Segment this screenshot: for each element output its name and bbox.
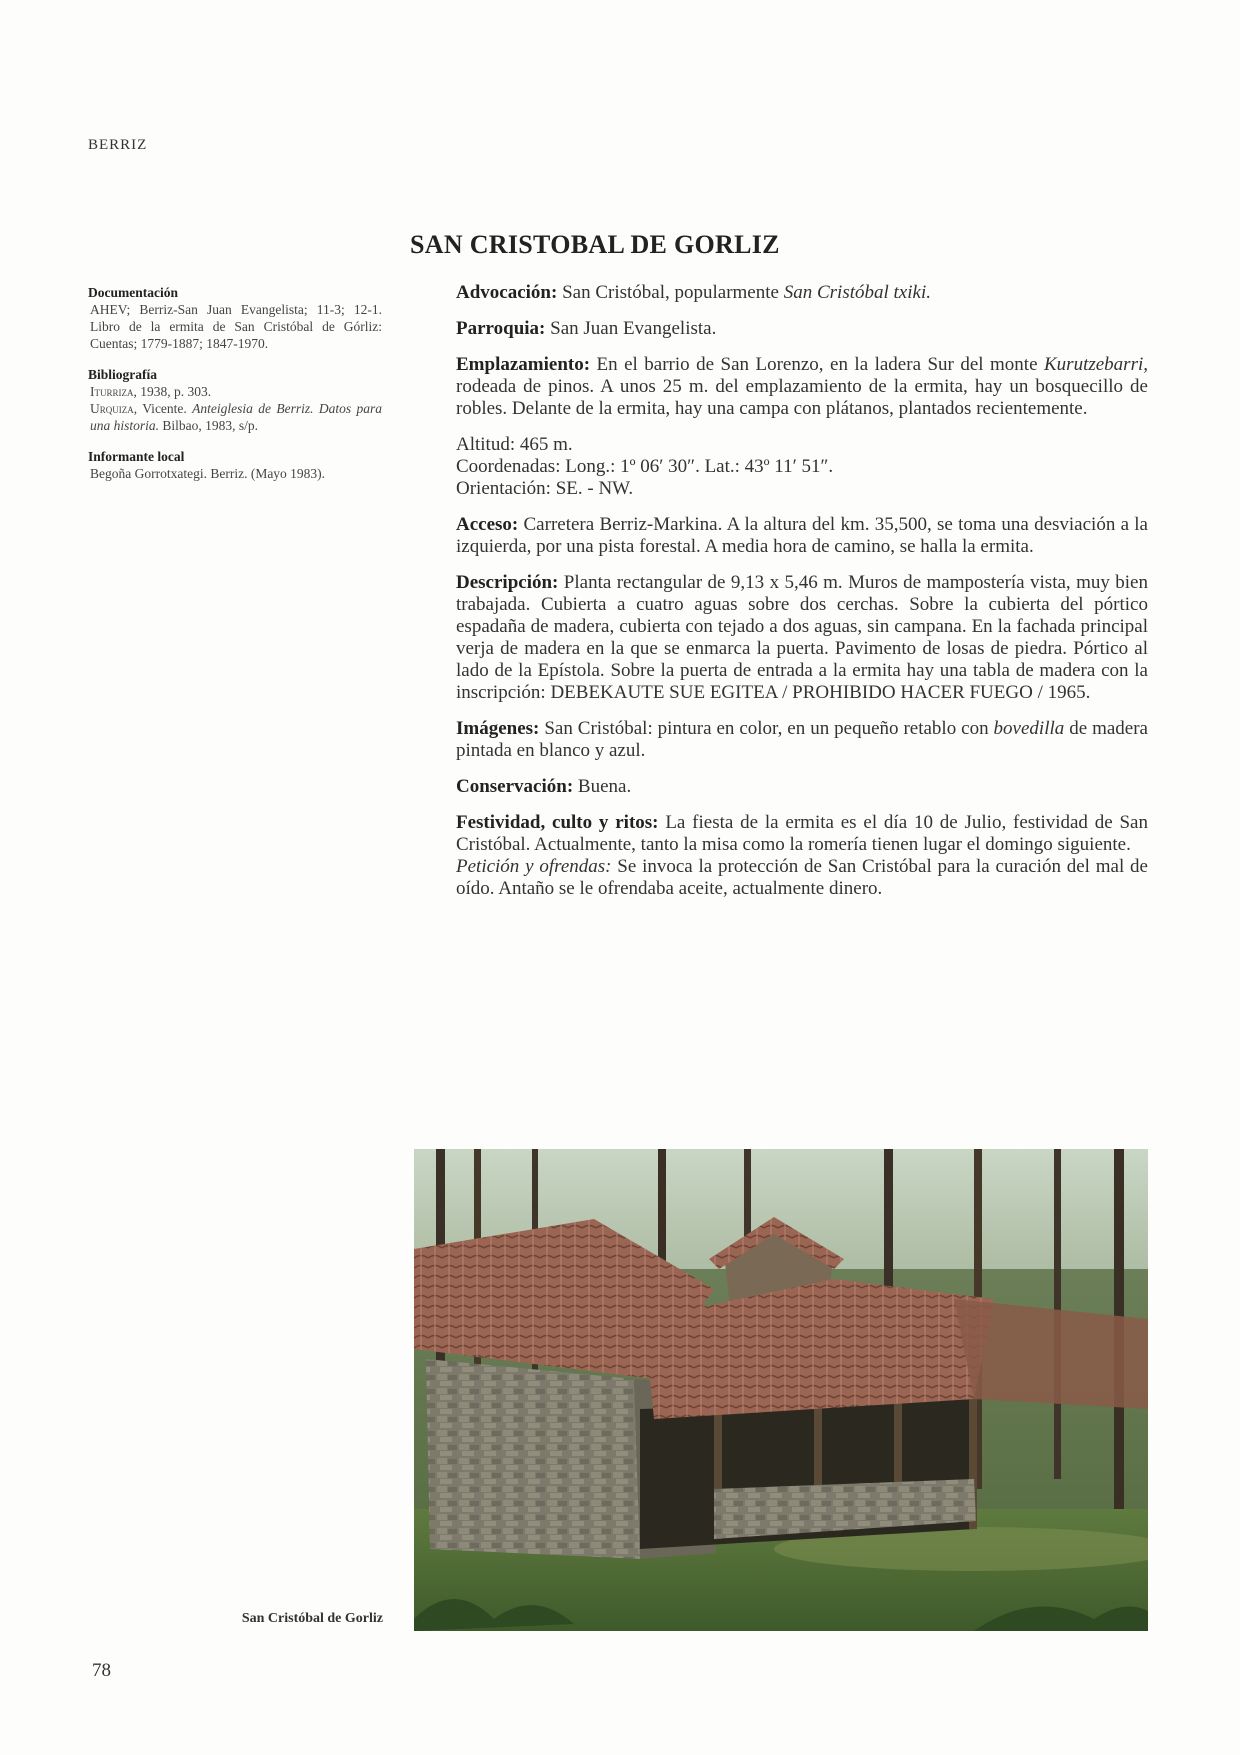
descripcion-paragraph (456, 572, 1148, 704)
festividad-label: Festividad, culto y ritos: (456, 812, 659, 833)
imagenes-text: San Cristóbal: pintura en color, en un pequeño retablo con (539, 718, 994, 739)
bibliografia-entry-2 (90, 400, 382, 434)
location-data (456, 434, 1148, 500)
conservacion-label: Conservación: (456, 776, 574, 797)
documentacion-entry: AHEV; Berriz-San Juan Evangelista; 11-3; 12-1. Libro de la ermita de San Cristóbal de Górliz: Cuentas; 1779-1887; 1847-1970. (90, 302, 382, 351)
bibliografia-heading: Bibliografía (88, 367, 158, 382)
running-head: BERRIZ (88, 137, 148, 153)
bibliografia-title: Anteiglesia de Berriz. Datos para una historia. (90, 401, 382, 433)
acceso-label: Acceso: (456, 514, 519, 535)
imagenes-label: Imágenes: (456, 718, 540, 739)
hermitage-photo (414, 1149, 1148, 1631)
emplazamiento-paragraph (456, 354, 1148, 420)
documentacion-section (88, 284, 382, 352)
peticion-text: Se invoca la protección de San Cristóbal para la curación del mal de oído. Antaño se le ofrendaba aceite, actualmente dinero. (456, 856, 1148, 899)
informante-body (88, 465, 382, 482)
acceso-text: Carretera Berriz-Markina. A la altura del km. 35,500, se toma una desviación a la izquierda, por una pista forestal. A media hora de camino, se halla la ermita. (456, 514, 1148, 557)
hermitage-illustration (414, 1149, 1148, 1631)
altitud-line: Altitud: 465 m. (456, 434, 573, 455)
advocacion-italic: San Cristóbal txiki. (783, 282, 931, 303)
emplazamiento-label: Emplazamiento: (456, 354, 591, 375)
bibliografia-author: Iturriza, (90, 384, 137, 399)
imagenes-text-cont: de madera pintada en blanco y azul. (456, 718, 1148, 761)
documentacion-heading: Documentación (88, 285, 178, 300)
conservacion-text: Buena. (573, 776, 632, 797)
informante-heading: Informante local (88, 449, 185, 464)
imagenes-paragraph (456, 718, 1148, 762)
page-number: 78 (92, 1660, 111, 1681)
bibliografia-body (88, 383, 382, 434)
documentacion-body (88, 301, 382, 352)
festividad-paragraph (456, 812, 1148, 856)
main-text (456, 282, 1148, 914)
photo-caption: San Cristóbal de Gorliz (241, 1611, 383, 1626)
emplazamiento-italic: Kurutzebarri, (1044, 354, 1148, 375)
bibliografia-author: Urquiza, (90, 401, 138, 416)
advocacion-label: Advocación: (456, 282, 558, 303)
imagenes-italic: bovedilla (993, 718, 1065, 739)
bibliografia-author-name: Vicente. (137, 401, 193, 416)
page-title: SAN CRISTOBAL DE GORLIZ (410, 230, 780, 259)
informante-section (88, 448, 382, 482)
advocacion-text: San Cristóbal, popularmente (557, 282, 784, 303)
advocacion-paragraph (456, 282, 1148, 304)
descripcion-text: Planta rectangular de 9,13 x 5,46 m. Muros de mampostería vista, muy bien trabajada. Cubierta a cuatro aguas sobre dos cerchas. Sobre la cubierta del pórtico espadaña de madera, cubierta con tejado a dos aguas, sin campana. En la fachada principal verja de madera en la que se enmarca la puerta. Pavimento de losas de piedra. Pórtico al lado de la Epístola. Sobre la puerta de entrada a la ermita hay una tabla de madera con la inscripción: DEBEKAUTE SUE EGITEA / PROHIBIDO HACER FUEGO / 1965. (456, 572, 1148, 703)
descripcion-label: Descripción: (456, 572, 559, 593)
bibliografia-detail: 1938, p. 303. (136, 384, 212, 399)
bibliografia-entry-1 (90, 383, 382, 400)
coordenadas-line: Coordenadas: Long.: 1º 06′ 30″. Lat.: 43º 11′ 51″. (456, 456, 834, 477)
sidebar-notes (88, 284, 382, 496)
emplazamiento-text: En el barrio de San Lorenzo, en la ladera Sur del monte (590, 354, 1044, 375)
acceso-paragraph (456, 514, 1148, 558)
bibliografia-section (88, 366, 382, 434)
parroquia-paragraph (456, 318, 1148, 340)
festividad-text: La fiesta de la ermita es el día 10 de Julio, festividad de San Cristóbal. Actualmente, tanto la misa como la romería tienen lugar el domingo siguiente. (456, 812, 1148, 855)
parroquia-text: San Juan Evangelista. (545, 318, 717, 339)
emplazamiento-text-cont: rodeada de pinos. A unos 25 m. del emplazamiento de la ermita, hay un bosquecillo de robles. Delante de la ermita, hay una campa con plátanos, plantados recientemente. (456, 376, 1148, 419)
bibliografia-detail: Bilbao, 1983, s/p. (159, 418, 259, 433)
parroquia-label: Parroquia: (456, 318, 546, 339)
peticion-label: Petición y ofrendas: (456, 856, 612, 877)
informante-entry: Begoña Gorrotxategi. Berriz. (Mayo 1983). (90, 466, 326, 481)
conservacion-paragraph (456, 776, 1148, 798)
peticion-paragraph (456, 856, 1148, 900)
orientacion-line: Orientación: SE. - NW. (456, 478, 634, 499)
